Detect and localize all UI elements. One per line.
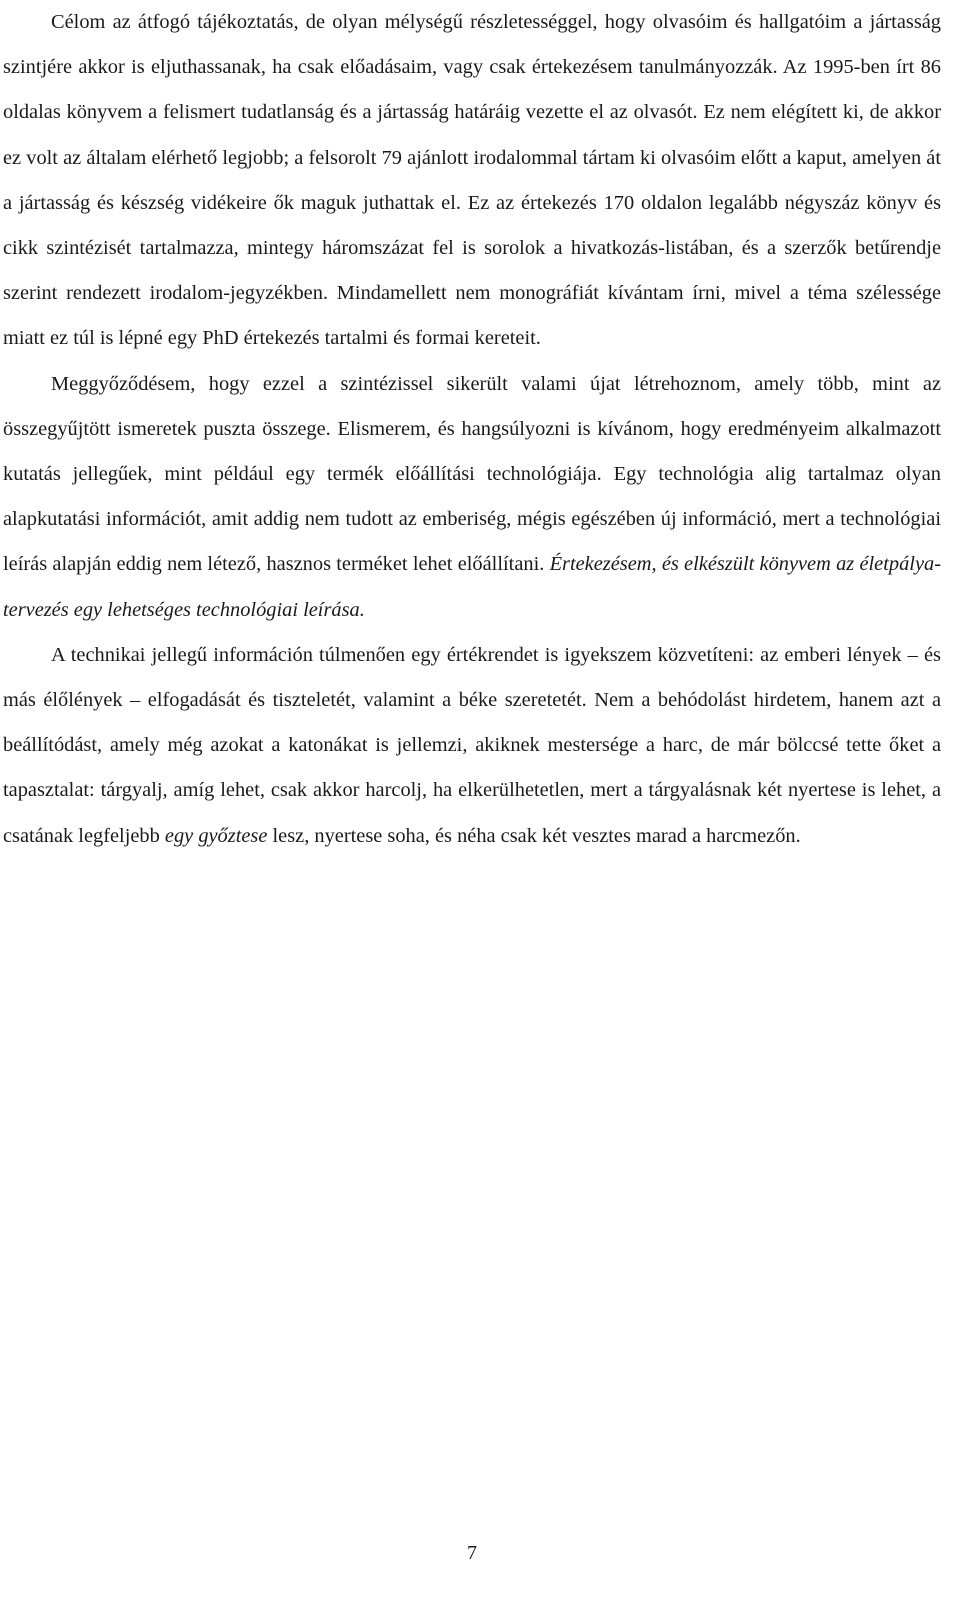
paragraph-3-text: A technikai jellegű információn túlmenően egy értékrendet is igyekszem közvetíteni: az emberi lények – és más élőlények – elfogadását és tiszteletét, valamint a béke szeretetét. Nem a behódolást hirdetem, hanem azt a beállítódást, amely még azokat a katonákat is jellemzi, akiknek mestersége a harc, de már bölccsé tette őket a tapasztalat: tárgyalj, amíg lehet, csak akkor harcolj, ha elkerülhetetlen, mert a tárgyalásnak két nyertese is lehet, a csatának legfeljebb [3, 643, 941, 847]
page-number: 7 [467, 1542, 477, 1564]
paragraph-2-italic-text: Értekezésem, és elkészült könyvem az életpálya-tervezés egy lehetséges technológiai leírása. [3, 553, 941, 621]
paragraph-2 [3, 362, 941, 633]
paragraph-1-text: Célom az átfogó tájékoztatás, de olyan mélységű részletességgel, hogy olvasóim és hallgatóim a jártasság szintjére akkor is eljuthassanak, ha csak előadásaim, vagy csak értekezésem tanulmányozzák. Az 1995-ben írt 86 oldalas könyvem a felismert tudatlanság és a jártasság határáig vezette el az olvasót. Ez nem elégített ki, de akkor ez volt az általam elérhető legjobb; a felsorolt 79 ajánlott irodalommal tártam ki olvasóim előtt a kaput, amelyen át a jártasság és készség vidékeire ők maguk juthattak el. Ez az értekezés 170 oldalon legalább négyszáz könyv és cikk szintézisét tartalmazza, mintegy háromszázat fel is sorolok a hivatkozás-listában, és a szerzők betűrendje szerint rendezett irodalom-jegyzékben. Mindamellett nem monográfiát kívántam írni, mivel a téma szélessége miatt ez túl is lépné egy PhD értekezés tartalmi és formai kereteit. [3, 11, 941, 350]
paragraph-3 [3, 633, 941, 859]
paragraph-3-italic-text: egy győztese [164, 824, 268, 847]
paragraph-1 [3, 0, 941, 362]
body-text [3, 0, 941, 859]
paragraph-2-text: Meggyőződésem, hogy ezzel a szintézissel sikerült valami újat létrehoznom, amely több, mint az összegyűjtött ismeretek puszta összege. Elismerem, és hangsúlyozni is kívánom, hogy eredményeim alkalmazott kutatás jellegűek, mint például egy termék előállítási technológiája. Egy technológia alig tartalmaz olyan alapkutatási információt, amit addig nem tudott az emberiség, mégis egészében új információ, mert a technológiai leírás alapján eddig nem létező, hasznos terméket lehet előállítani. [3, 372, 941, 576]
paragraph-3-text-end: lesz, nyertese soha, és néha csak két vesztes marad a harcmezőn. [267, 824, 801, 847]
